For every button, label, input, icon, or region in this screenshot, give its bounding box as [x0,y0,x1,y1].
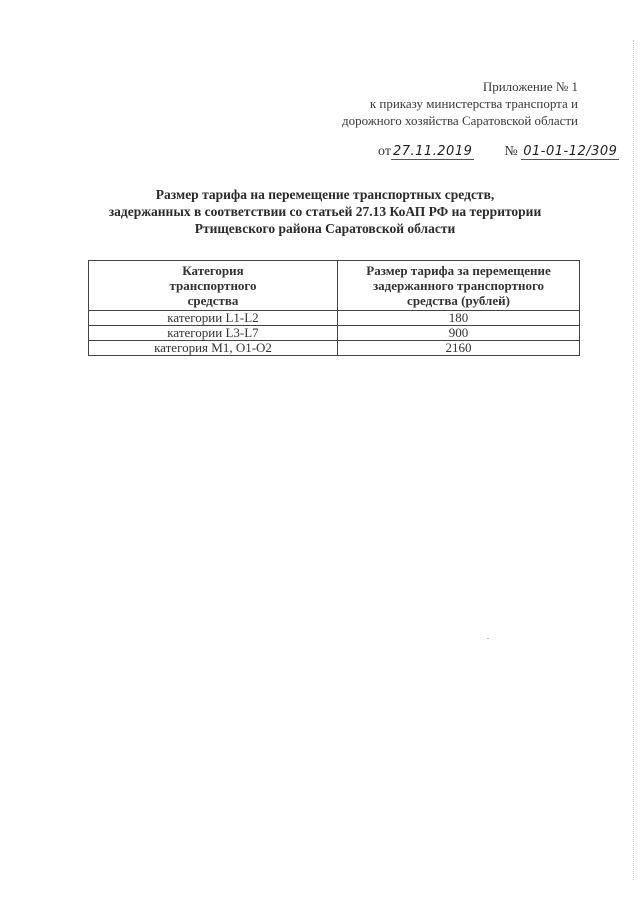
appendix-number: Приложение № 1 [482,79,578,94]
appendix-header [342,78,578,129]
order-date: 27.11.2019 [392,144,473,159]
scan-speck [487,638,489,639]
category-l3-l7: категории L3-L7 [167,325,259,340]
order-number: 01-01-12/309 [523,144,618,159]
header-tariff-amount: Размер тарифа за перемещение задержанного транспортного средства (рублей) [338,261,580,311]
title-line-2: задержанных в соответствии со статьей 27.13 КоАП РФ на территории [108,204,542,219]
row-category [89,341,338,356]
row-tariff: 2160 [338,341,580,356]
document-title [90,186,560,237]
row-tariff: 900 [338,326,580,341]
title-line-3: Ртищевского района Саратовской области [194,221,456,236]
appendix-ministry: дорожного хозяйства Саратовской области [341,113,578,128]
title-line-1: Размер тарифа на перемещение транспортных средств, [155,187,495,202]
category-l1-l2: категории L1-L2 [167,310,259,325]
table-row [89,341,580,356]
tariff-table [88,260,580,356]
header-vehicle-category: Категория транспортного средства [89,261,338,311]
order-from-label: от [378,144,391,159]
row-category [89,311,338,326]
category-m1-o1-o2: категория M1, O1-O2 [154,340,272,355]
order-number-label: № [504,144,518,159]
table-row [89,326,580,341]
row-category [89,326,338,341]
table-row [89,311,580,326]
appendix-order-ref: к приказу министерства транспорта и [369,96,578,111]
scan-edge-line [632,40,634,880]
row-tariff: 180 [338,311,580,326]
order-date-line [378,144,619,160]
table-header-row [89,261,580,311]
